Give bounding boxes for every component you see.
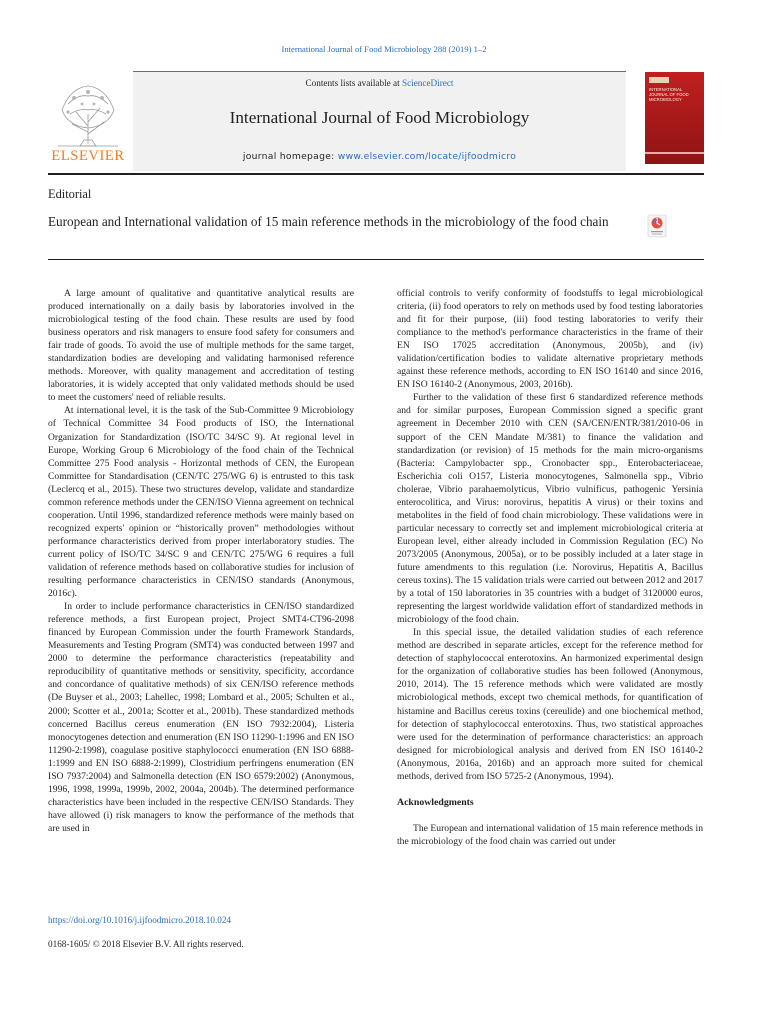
- paragraph: In order to include performance characteristics in CEN/ISO standardized reference methods, a first European project, Project SMT4-CT96-2098 financed by European Commission under the fourth Framework Standards, Measurements and Testing Program (SMT4) was conducted between 1997 and 2000 to determine the performance characteristics (repeatability and reproducibility of quantitative methods or sensitivity, specificity, accordance and concordance of qualitative methods) of six CEN/ISO reference methods (De Buyser et al., 2003; Lahellec, 1998; Lombard et al., 2005; Schulten et al., 2000; Scotter et al., 2001a; Scotter et al., 2001b). These standardized methods concerned Bacillus cereus enumeration (EN ISO 7932:2004), Listeria monocytogenes detection and enumeration (EN ISO 11290-1:1996 and EN ISO 11290-2:1998), coagulase positive staphylococci enumeration (EN ISO 6888-1:1999 and EN ISO 6888-2:1999), Clostridium perfringens enumeration (EN ISO 7937:2004) and Salmonella detection (EN ISO 6579:2002) (Anonymous, 1996, 1998, 1999a, 1999b, 2002, 2004a, 2004b). The determined performance characteristics have been included in the respective CEN/ISO Standards. They have allowed (i) risk managers to know the performance of the methods that are used in: [48, 601, 354, 834]
- acknowledgments-heading: Acknowledgments: [397, 796, 474, 808]
- article-title: European and International validation of 15 main reference methods in the microbiology of the food chain: [48, 214, 609, 229]
- left-column: [48, 287, 354, 835]
- journal-title: International Journal of Food Microbiology: [229, 108, 530, 127]
- elsevier-wordmark: ELSEVIER: [51, 148, 125, 164]
- title-bottom-rule: [48, 259, 704, 260]
- doi-link[interactable]: https://doi.org/10.1016/j.ijfoodmicro.2018.10.024: [48, 915, 232, 925]
- running-head[interactable]: International Journal of Food Microbiology 288 (2019) 1–2: [281, 44, 487, 54]
- right-column: [397, 287, 703, 848]
- sciencedirect-link[interactable]: ScienceDirect: [401, 78, 454, 88]
- masthead-bottom-rule: [48, 173, 704, 175]
- paragraph: In this special issue, the detailed validation studies of each reference method are described in separate articles, except for the reference method for detection of staphylococcal enterotoxins. An harmonized experimental design for the organization of collaborative studies has been followed (Anonymous, 2010, 2014). The 15 reference methods which were validated are mostly microbiological methods, except two chemical methods, for quantification of histamine and Bacillus cereus toxins (cereulide) and one biochemical method, for detection of staphylococcal enterotoxins. Thus, two statistical approaches were used for the determination of performance characteristics: an approach designed for microbiological analysis and derived from EN ISO 16140-2 (Anonymous, 2016a, 2016b) and an approach more suited for chemical methods, derived from ISO 5725-2 (Anonymous, 1994).: [397, 627, 703, 782]
- cover-top-mark: [649, 77, 669, 83]
- journal-cover-thumbnail[interactable]: [645, 72, 704, 164]
- paragraph: At international level, it is the task of the Sub-Committee 9 Microbiology of Technical Committee 34 Food products of ISO, the International Organization for Standardization (ISO/TC 34/SC 9). At regional level in Europe, Working Group 6 Microbiology of the food chain of the Technical Committee 275 Food analysis - Horizontal methods of CEN, the European Committee for Standardisation (CEN/TC 275/WG 6) is entrusted to this task (Leclercq et al., 2015). These two structures develop, validate and standardize common reference methods under the CEN/ISO Vienna agreement on technical cooperation. Until 1996, standardized reference methods were mainly based on recognized experts' opinion or “historically proven” methodologies without performance characteristics derived from proper interlaboratory studies. The current policy of ISO/TC 34/SC 9 and CEN/TC 275/WG 6 requires a full validation of reference methods based on collaborative studies for inclusion of resulting performance characteristics in CEN/ISO standards (Anonymous, 2016c).: [48, 405, 354, 600]
- acknowledgments-text: The European and international validation of 15 main reference methods in the microbiology of the food chain was carried out under: [397, 822, 703, 847]
- contents-line: [133, 78, 626, 88]
- check-for-updates-icon[interactable]: [647, 214, 667, 238]
- cover-title-text: INTERNATIONAL JOURNAL OF FOOD MICROBIOLOGY: [649, 87, 689, 102]
- cover-stripe: [645, 152, 704, 154]
- paragraph-continuation: official controls to verify conformity of foodstuffs to legal microbiological criteria, (ii) food operators to rely on methods used by food testing laboratories and fit for their purpose, (iii) food testing laboratories to verify their compliance to the method's performance characteristics in the frame of their EN ISO 17025 accreditation (Anonymous, 2005b), and (iv) validation/certification bodies to validate alternative proprietary methods against these reference methods, according to EN ISO 16140 and since 2016, EN ISO 16140-2 (Anonymous, 2003, 2016b).: [397, 288, 703, 391]
- journal-homepage-link[interactable]: www.elsevier.com/locate/ijfoodmicro: [337, 151, 517, 162]
- homepage-prefix: journal homepage:: [242, 151, 338, 162]
- paragraph: Further to the validation of these first 6 standardized reference methods and for similar purposes, European Commission signed a specific grant agreement in December 2010 with CEN (SA/CEN/ENTR/381/2010-06 in support of the CEN Mandate M/381) to finance the validation and standardization (or revision) of 15 methods for the main micro-organisms (Bacteria: Campylobacter spp., Cronobacter spp., Enterobacteriaceae, Escherichia coli O157, Listeria monocytogenes, Salmonella spp., Vibrio cholerae, Vibrio parahaemolyticus, Vibrio vulnificus, pathogenic Yersinia enterocolitica, and Virus: norovirus, hepatitis A virus) or their toxins and metabolites in the field of food chain microbiology. These validations were in particular necessary to correctly set and implement microbiological criteria at European level, either already included in Commission Regulation (EC) No 2073/2005 (Anonymous, 2005a), or to be possibly included at a later stage in future amendments to this regulation (i.e. Norovirus, Hepatitis A, Bacillus cereus toxins). The 15 validation trials were carried out between 2012 and 2017 by a total of 150 laboratories in 35 countries with a budget of 3120000 euros, representing the largest worldwide validation effort of standardized methods in microbiology of the food chain.: [397, 392, 703, 626]
- section-label: Editorial: [48, 187, 92, 201]
- paragraph: A large amount of qualitative and quantitative analytical results are produced internationally on a daily basis by laboratories involved in the microbiological testing of the food chain. These results are used by food business operators and risk managers to ensure food safety for consumers and fair trade of goods. To avoid the use of multiple methods for the same target, standardization bodies are developing and validating harmonised reference methods. Moreover, with quality management and accreditation of testing laboratories, it is widely accepted that only validated methods should be used to meet the customers' need of reliable results.: [48, 288, 354, 404]
- homepage-line: [133, 151, 626, 162]
- copyright-line: 0168-1605/ © 2018 Elsevier B.V. All rights reserved.: [48, 939, 244, 949]
- contents-prefix: Contents lists available at: [305, 78, 402, 88]
